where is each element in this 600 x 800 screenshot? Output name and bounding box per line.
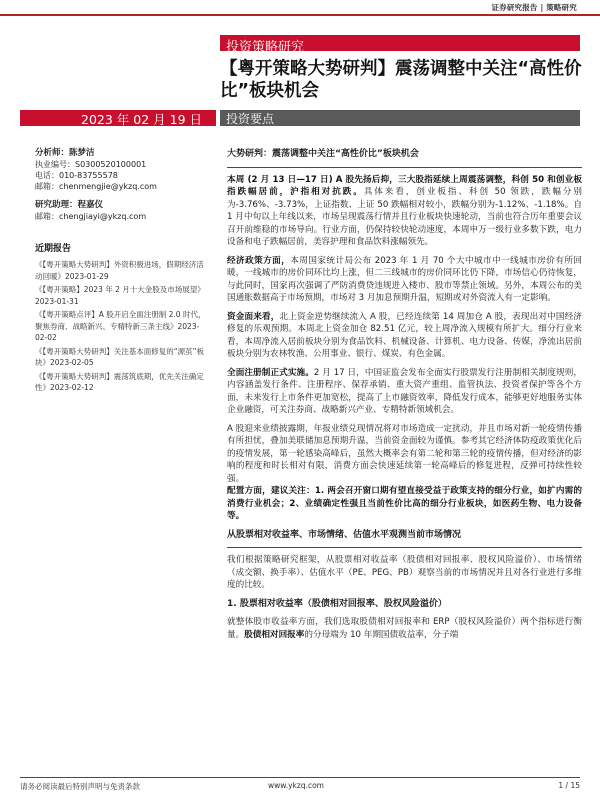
page-number: 1 / 15: [558, 781, 580, 790]
paragraph: A 股迎来业绩披露期，年报业绩兑现情况将对市场造成一定扰动，并且市场对新一轮疫情传播有所担忧，叠加美联储加息预期升温，当前资金面较为谨慎。参考其它经济体防疫政策优化后的疫情发展，第一轮感染高峰后，虽然大概率会有第二轮和第三轮的疫情传播，但对经济的影响的程度和时长相对有限，消费方面会快速延续第一轮高峰后的修复进程，反弹可持续性较强。: [227, 423, 582, 484]
recent-report-item[interactable]: 《【粤开策略大势研判】关注基本面修复的“源茧”板块》2023-02-05: [35, 346, 205, 367]
section-heading: 大势研判：震荡调整中关注“高性价比”板块机会: [227, 149, 419, 159]
key-points-bar: [220, 110, 580, 126]
heading-divider: [227, 167, 582, 168]
recent-report-item[interactable]: 《【粤开策略点评】A 股开启全面注册制 2.0 时代，聚焦券商、战略新兴、专精特新三条主线》2023-02-02: [35, 310, 206, 342]
recent-report-item[interactable]: 《【粤开策略大势研判】外资积极进场，假期经济活动回暖》2023-01-29: [35, 260, 204, 281]
analyst-phone: 电话：010-83755578: [35, 171, 118, 180]
paragraph: 就整体股市收益率方面，我们选取股债相对回报率和 ERP（股权风险溢价）两个指标进行衡量。股债相对回报率的分母端为 10 年期国债收益率，分子端: [227, 617, 582, 640]
assistant-email[interactable]: 邮箱：chengjiayi@ykzq.com: [35, 212, 147, 221]
paragraph: 我们根据策略研究框架，从股票相对收益率（股债相对回报率、股权风险溢价）、市场情绪（成交额、换手率）、估值水平（PE、PEG、PB）观察当前的市场情况并且对各行业进行多维度的比较。: [227, 555, 582, 590]
paragraph: 本周 (2 月 13 日—17 日) A 股先扬后抑，三大股指延续上周震荡调整，科创 50 和创业板指跌幅居前，沪指相对抗跌。具体来看，创业板指、科创 50 领跌，跌幅分别为-3.76%、-3.73%，上证指数、上证 50 跌幅相对较小，跌幅分别为-1.12%、-1.18%。自 1 月中旬以上年线以来，市场呈现震荡行情并且行业板块快速轮动，当前也符合历年重要会议召开前维稳的市场导向。行业方面，仍保持较快轮动速度，本周申万一级行业多数下跌，电力设备和电子跌幅居前，美容护理和食品饮料涨幅领先。: [227, 174, 582, 247]
sub-heading: 1. 股票相对收益率（股债相对回报率、股权风险溢价）: [227, 598, 447, 609]
assistant-name: 研究助理：程嘉仪: [35, 200, 104, 210]
top-header: [0, 0, 600, 16]
paragraph: 配置方面，建议关注：1. 两会召开窗口期有望直接受益于政策支持的细分行业，如扩内需的消费行业机会；2、业绩确定性强且当前性价比高的细分行业板块，如医药生物、电力设备等。: [227, 486, 582, 521]
heading-divider: [227, 547, 582, 548]
footer-divider: [20, 777, 580, 778]
report-title: 【粤开策略大势研判】震荡调整中关注“高性价比”板块机会: [220, 59, 582, 101]
sidebar: [35, 148, 210, 396]
analyst-email[interactable]: 邮箱：chenmengjie@ykzq.com: [35, 182, 157, 191]
report-date: 2023 年 02 月 19 日: [81, 112, 202, 127]
recent-report-item[interactable]: 《【粤开策略大势研判】震荡筑底期，优先关注确定性》2023-02-12: [35, 371, 204, 392]
footer-website[interactable]: www.ykzq.com: [268, 781, 324, 790]
footer-disclaimer: 请务必阅读最后特别声明与免责条款: [20, 782, 140, 791]
category-bar: [220, 35, 580, 55]
header-divider: [0, 14, 600, 16]
report-type-label: 证券研究报告 | 策略研究: [491, 3, 577, 12]
date-bar: [20, 110, 216, 126]
analyst-name: 分析师：陈梦洁: [35, 148, 95, 158]
analyst-license: 执业编号：S0300520100001: [35, 160, 147, 169]
recent-report-item[interactable]: 《【粤开策略】2023 年 2 月十大金股及市场展望》2023-01-31: [35, 285, 205, 306]
main-content: [227, 148, 582, 647]
paragraph: 经济政策方面，本周国家统计局公布 2023 年 1 月 70 个大中城市中一线城市房价有所回暖，一线城市的房价同环比均上涨，但二三线城市的房价同环比仍下降，市场信心仍待恢复，与此同时，国家再次强调了严防消费贷违规进入楼市、股市等禁止领域。另外，本周公布的美国通胀数据高于市场预期，市场对 3 月加息预期升温，短期或对外资流入有一定影响。: [227, 255, 582, 303]
category-label: 投资策略研究: [226, 40, 305, 55]
paragraph: 资金面来看，北上资金逆势继续流入 A 股，已经连续第 14 周加仓 A 股，表现出对中国经济修复的乐观预期。本周北上资金加仓 82.51 亿元，较上周净流入规模有所扩大。细分行业来看，本周净流入居前板块分别为食品饮料、机械设备、计算机、电力设备、传媒，净流出居前板块分别为农林牧渔、公用事业、银行、煤炭、有色金属。: [227, 311, 582, 359]
recent-reports-title: 近期报告: [35, 244, 72, 254]
section-heading: 从股票相对收益率、市场情绪、估值水平观测当前市场情况: [227, 529, 462, 540]
paragraph: 全面注册制正式实施。2 月 17 日，中国证监会发布全面实行股票发行注册制相关制度规则，内容涵盖发行条件、注册程序、保荐承销、重大资产重组、监管执法、投资者保护等各个方面，未来发行上市条件更加宽松，提高了上市融资效率，降低发行成本，能够更好地服务实体企业融资，可关注券商、战略新兴产业、专精特新领域机会。: [227, 367, 582, 415]
key-points-label: 投资要点: [226, 112, 275, 126]
